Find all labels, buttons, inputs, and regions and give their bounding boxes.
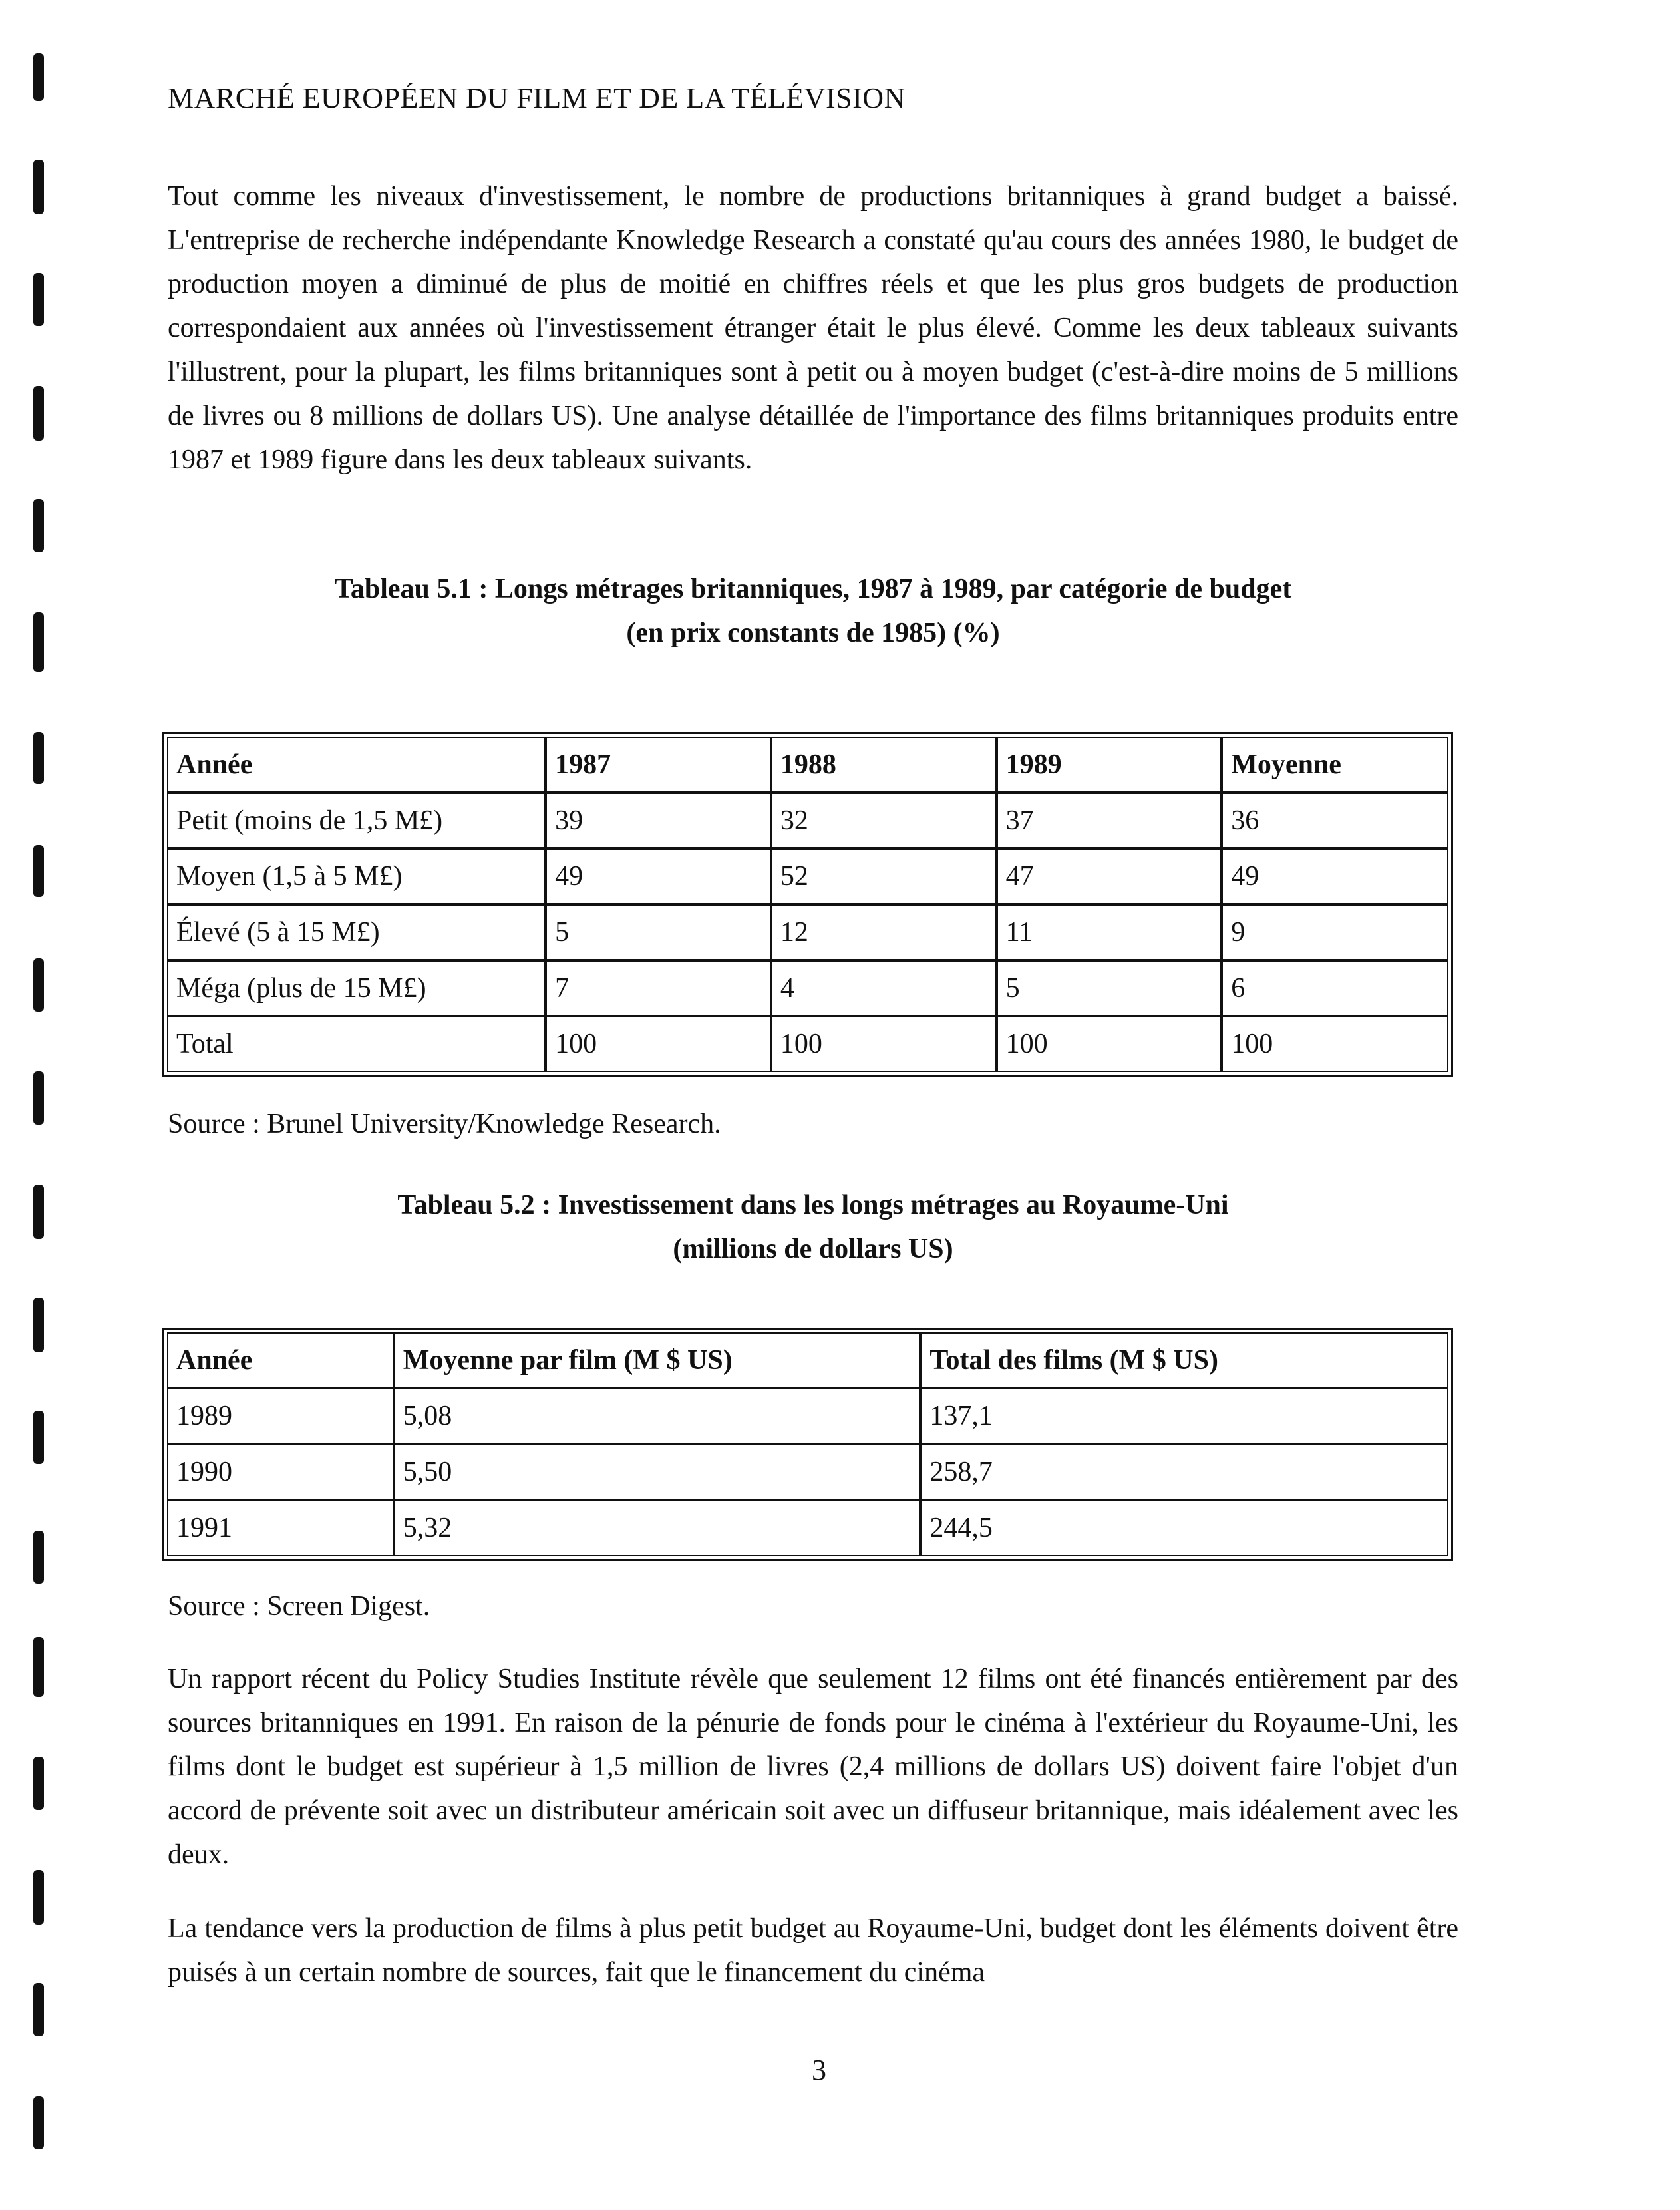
binder-mark bbox=[33, 160, 44, 214]
binder-mark bbox=[33, 1185, 44, 1239]
table-cell: 47 bbox=[997, 848, 1222, 904]
table-cell: Total bbox=[167, 1016, 546, 1072]
table-cell: 100 bbox=[1222, 1016, 1448, 1072]
binder-mark bbox=[33, 273, 44, 326]
table2-caption bbox=[168, 1183, 1458, 1271]
page-number: 3 bbox=[812, 2054, 826, 2086]
investment-table bbox=[162, 1328, 1453, 1561]
table-cell: 5,32 bbox=[394, 1500, 921, 1556]
table-header-cell: 1988 bbox=[771, 737, 997, 793]
binder-mark bbox=[33, 499, 44, 552]
binder-mark bbox=[33, 1757, 44, 1810]
budget-category-table bbox=[162, 732, 1453, 1077]
table1-source: Source : Brunel University/Knowledge Research. bbox=[168, 1109, 721, 1139]
binder-mark bbox=[33, 732, 44, 784]
body-paragraph: La tendance vers la production de films à plus petit budget au Royaume-Uni, budget dont les éléments doivent être puisés à un certain nombre de sources, fait que le financement du cinéma bbox=[168, 1913, 1458, 1988]
table1-caption-line2: (en prix constants de 1985) (%) bbox=[626, 618, 1000, 648]
table-row bbox=[167, 848, 1448, 904]
table-cell: Petit (moins de 1,5 M£) bbox=[167, 793, 546, 848]
table-cell: 1990 bbox=[167, 1444, 394, 1500]
binder-mark bbox=[33, 386, 44, 441]
binder-mark bbox=[33, 1983, 44, 2036]
table-cell: 6 bbox=[1222, 960, 1448, 1016]
table-row bbox=[167, 1388, 1448, 1444]
table-cell: 9 bbox=[1222, 904, 1448, 960]
table-cell: 37 bbox=[997, 793, 1222, 848]
table1-caption-line1: Tableau 5.1 : Longs métrages britanniques, 1987 à 1989, par catégorie de budget bbox=[334, 574, 1292, 604]
table-header-cell: Année bbox=[167, 1332, 394, 1388]
binder-mark bbox=[33, 1411, 44, 1464]
intro-paragraph: Tout comme les niveaux d'investissement, le nombre de productions britanniques à grand budget a baissé. L'entreprise de recherche indépendante Knowledge Research a constaté qu'au cours des années 1980, le budget de production moyen a diminué de plus de moitié en chiffres réels et que les plus gros budgets de production correspondaient aux années où l'investissement étranger était le plus élevé. Comme les deux tableaux suivants l'illustrent, pour la plupart, les films britanniques sont à petit ou à moyen budget (c'est-à-dire moins de 5 millions de livres ou 8 millions de dollars US). Une analyse détaillée de l'importance des films britanniques produits entre 1987 et 1989 figure dans les deux tableaux suivants. bbox=[168, 181, 1458, 475]
table-cell: 1991 bbox=[167, 1500, 394, 1556]
binder-mark bbox=[33, 1637, 44, 1697]
table-header-cell: Moyenne par film (M $ US) bbox=[394, 1332, 921, 1388]
table-cell: 100 bbox=[771, 1016, 997, 1072]
table-cell: 36 bbox=[1222, 793, 1448, 848]
table1-caption bbox=[168, 567, 1458, 655]
table-cell: 244,5 bbox=[920, 1500, 1448, 1556]
table2-source: Source : Screen Digest. bbox=[168, 1591, 430, 1622]
running-header: MARCHÉ EUROPÉEN DU FILM ET DE LA TÉLÉVISION bbox=[168, 82, 906, 114]
table-row bbox=[167, 904, 1448, 960]
binder-mark bbox=[33, 612, 44, 672]
table-cell: 49 bbox=[546, 848, 771, 904]
binder-mark bbox=[33, 1071, 44, 1125]
table-header-row bbox=[167, 1332, 1448, 1388]
table-cell: 5 bbox=[546, 904, 771, 960]
table-row bbox=[167, 1016, 1448, 1072]
table-row bbox=[167, 1444, 1448, 1500]
table-cell: Méga (plus de 15 M£) bbox=[167, 960, 546, 1016]
table-cell: 52 bbox=[771, 848, 997, 904]
binder-mark bbox=[33, 1870, 44, 1925]
binder-mark bbox=[33, 845, 44, 897]
binder-mark bbox=[33, 2096, 44, 2149]
binder-mark bbox=[33, 53, 44, 101]
table-header-cell: Total des films (M $ US) bbox=[920, 1332, 1448, 1388]
table2-caption-line2: (millions de dollars US) bbox=[673, 1234, 953, 1264]
table-header-cell: Moyenne bbox=[1222, 737, 1448, 793]
table-header-cell: 1987 bbox=[546, 737, 771, 793]
table-cell: 39 bbox=[546, 793, 771, 848]
binder-mark bbox=[33, 958, 44, 1012]
table-cell: 32 bbox=[771, 793, 997, 848]
table-header-cell: Année bbox=[167, 737, 546, 793]
table-cell: 100 bbox=[997, 1016, 1222, 1072]
table-row bbox=[167, 793, 1448, 848]
table-cell: 7 bbox=[546, 960, 771, 1016]
table-cell: 100 bbox=[546, 1016, 771, 1072]
table-cell: 11 bbox=[997, 904, 1222, 960]
table2-caption-line1: Tableau 5.2 : Investissement dans les longs métrages au Royaume-Uni bbox=[397, 1190, 1229, 1220]
table-cell: 12 bbox=[771, 904, 997, 960]
table-header-cell: 1989 bbox=[997, 737, 1222, 793]
table-header-row bbox=[167, 737, 1448, 793]
table-cell: 4 bbox=[771, 960, 997, 1016]
table-cell: Élevé (5 à 15 M£) bbox=[167, 904, 546, 960]
table-cell: 5 bbox=[997, 960, 1222, 1016]
table-row bbox=[167, 1500, 1448, 1556]
binder-mark bbox=[33, 1298, 44, 1352]
table-cell: 49 bbox=[1222, 848, 1448, 904]
table-cell: 137,1 bbox=[920, 1388, 1448, 1444]
body-paragraph: Un rapport récent du Policy Studies Institute révèle que seulement 12 films ont été financés entièrement par des sources britanniques en 1991. En raison de la pénurie de fonds pour le cinéma à l'extérieur du Royaume-Uni, les films dont le budget est supérieur à 1,5 million de livres (2,4 millions de dollars US) doivent faire l'objet d'un accord de prévente soit avec un distributeur américain soit avec un diffuseur britannique, mais idéalement avec les deux. bbox=[168, 1664, 1458, 1870]
table-row bbox=[167, 960, 1448, 1016]
binder-mark bbox=[33, 1531, 44, 1584]
table-cell: 5,50 bbox=[394, 1444, 921, 1500]
table-cell: 5,08 bbox=[394, 1388, 921, 1444]
table-cell: Moyen (1,5 à 5 M£) bbox=[167, 848, 546, 904]
table-cell: 1989 bbox=[167, 1388, 394, 1444]
table-cell: 258,7 bbox=[920, 1444, 1448, 1500]
